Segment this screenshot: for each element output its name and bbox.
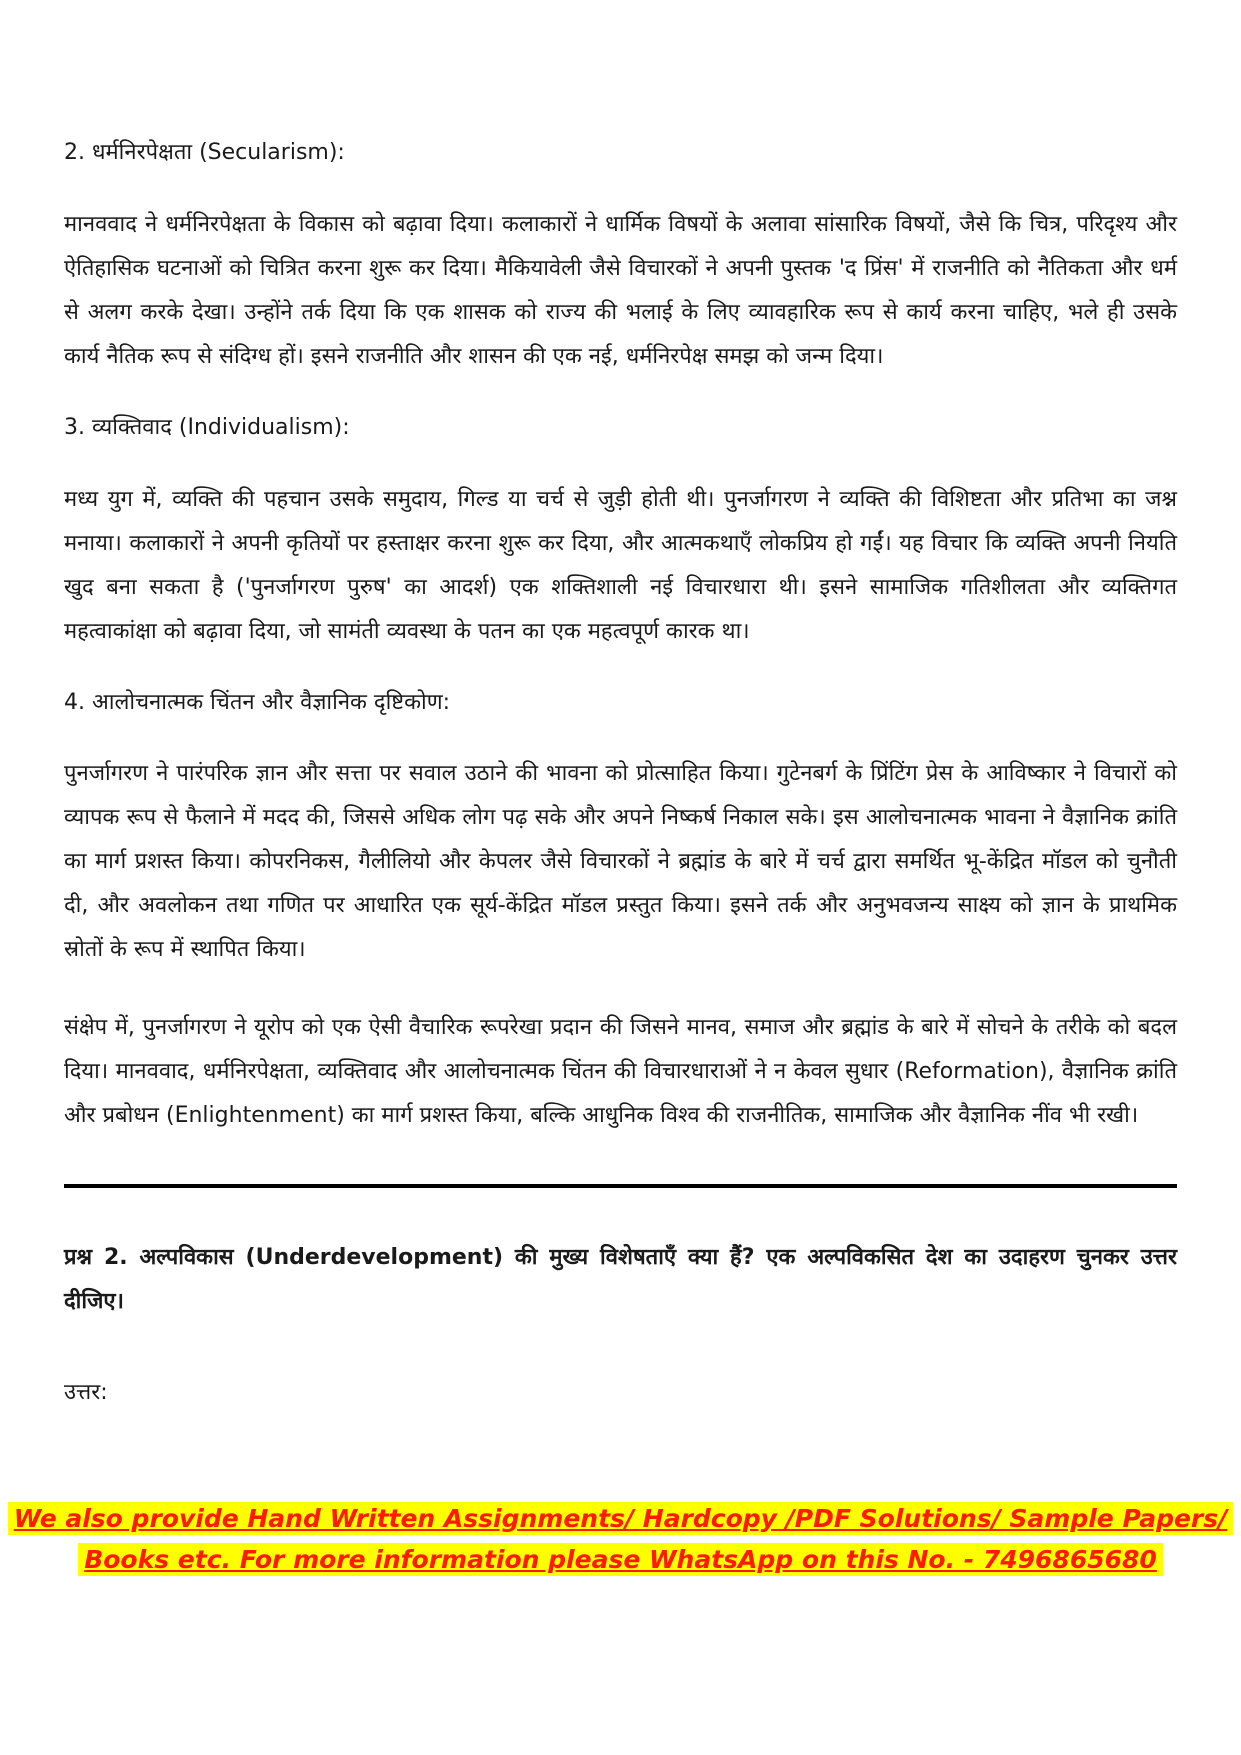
section-divider [64, 1184, 1177, 1188]
section-heading-critical-thinking: 4. आलोचनात्मक चिंतन और वैज्ञानिक दृष्टिकोण: [64, 689, 451, 715]
section-heading-secularism: 2. धर्मनिरपेक्षता (Secularism): [64, 140, 345, 165]
section-paragraph-critical-thinking: पुनर्जागरण ने पारंपरिक ज्ञान और सत्ता पर सवाल उठाने की भावना को प्रोत्साहित किया। गुटेनबर्ग के प्रिंटिंग प्रेस के आविष्कार ने विचारों को व्यापक रूप से फैलाने में मदद की, जिससे अधिक लोग पढ़ सके और अपने निष्कर्ष निकाल सके। इस आलोचनात्मक भावना ने वैज्ञानिक क्रांति का मार्ग प्रशस्त किया। कोपरनिकस, गैलीलियो और केपलर जैसे विचारकों ने ब्रह्मांड के बारे में चर्च द्वारा समर्थित भू-केंद्रित मॉडल को चुनौती दी, और अवलोकन तथा गणित पर आधारित एक सूर्य-केंद्रित मॉडल प्रस्तुत किया। इसने तर्क और अनुभवजन्य साक्ष्य को ज्ञान के प्राथमिक स्रोतों के रूप में स्थापित किया। [64, 761, 1177, 963]
footer-line-2: Books etc. For more information please WhatsApp on this No. - 7496865680 [78, 1543, 1163, 1576]
section-heading-individualism: 3. व्यक्तिवाद (Individualism): [64, 414, 350, 440]
footer-line-1: We also provide Hand Written Assignments/ Hardcopy /PDF Solutions/ Sample Papers/ [8, 1502, 1234, 1535]
answer-label: उत्तर: [64, 1380, 108, 1406]
summary-paragraph: संक्षेप में, पुनर्जागरण ने यूरोप को एक ऐसी वैचारिक रूपरेखा प्रदान की जिसने मानव, समाज और ब्रह्मांड के बारे में सोचने के तरीके को बदल दिया। मानववाद, धर्मनिरपेक्षता, व्यक्तिवाद और आलोचनात्मक चिंतन की विचारधाराओं ने न केवल सुधार (Reformation), वैज्ञानिक क्रांति और प्रबोधन (Enlightenment) का मार्ग प्रशस्त किया, बल्कि आधुनिक विश्व की राजनीतिक, सामाजिक और वैज्ञानिक नींव भी रखी। [64, 1015, 1177, 1129]
question-2-text: प्रश्न 2. अल्पविकास (Underdevelopment) की मुख्य विशेषताएँ क्या हैं? एक अल्पविकसित देश का उदाहरण चुनकर उत्तर दीजिए। [64, 1245, 1177, 1315]
section-paragraph-secularism: मानववाद ने धर्मनिरपेक्षता के विकास को बढ़ावा दिया। कलाकारों ने धार्मिक विषयों के अलावा सांसारिक विषयों, जैसे कि चित्र, परिदृश्य और ऐतिहासिक घटनाओं को चित्रित करना शुरू कर दिया। मैकियावेली जैसे विचारकों ने अपनी पुस्तक 'द प्रिंस' में राजनीति को नैतिकता और धर्म से अलग करके देखा। उन्होंने तर्क दिया कि एक शासक को राज्य की भलाई के लिए व्यावहारिक रूप से कार्य करना चाहिए, भले ही उसके कार्य नैतिक रूप से संदिग्ध हों। इसने राजनीति और शासन की एक नई, धर्मनिरपेक्ष समझ को जन्म दिया। [64, 211, 1177, 369]
promo-footer [0, 1498, 1241, 1581]
section-paragraph-individualism: मध्य युग में, व्यक्ति की पहचान उसके समुदाय, गिल्ड या चर्च से जुड़ी होती थी। पुनर्जागरण ने व्यक्ति की विशिष्टता और प्रतिभा का जश्न मनाया। कलाकारों ने अपनी कृतियों पर हस्ताक्षर करना शुरू कर दिया, और आत्मकथाएँ लोकप्रिय हो गईं। यह विचार कि व्यक्ति अपनी नियति खुद बना सकता है ('पुनर्जागरण पुरुष' का आदर्श) एक शक्तिशाली नई विचारधारा थी। इसने सामाजिक गतिशीलता और व्यक्तिगत महत्वाकांक्षा को बढ़ावा दिया, जो सामंती व्यवस्था के पतन का एक महत्वपूर्ण कारक था। [64, 486, 1177, 644]
